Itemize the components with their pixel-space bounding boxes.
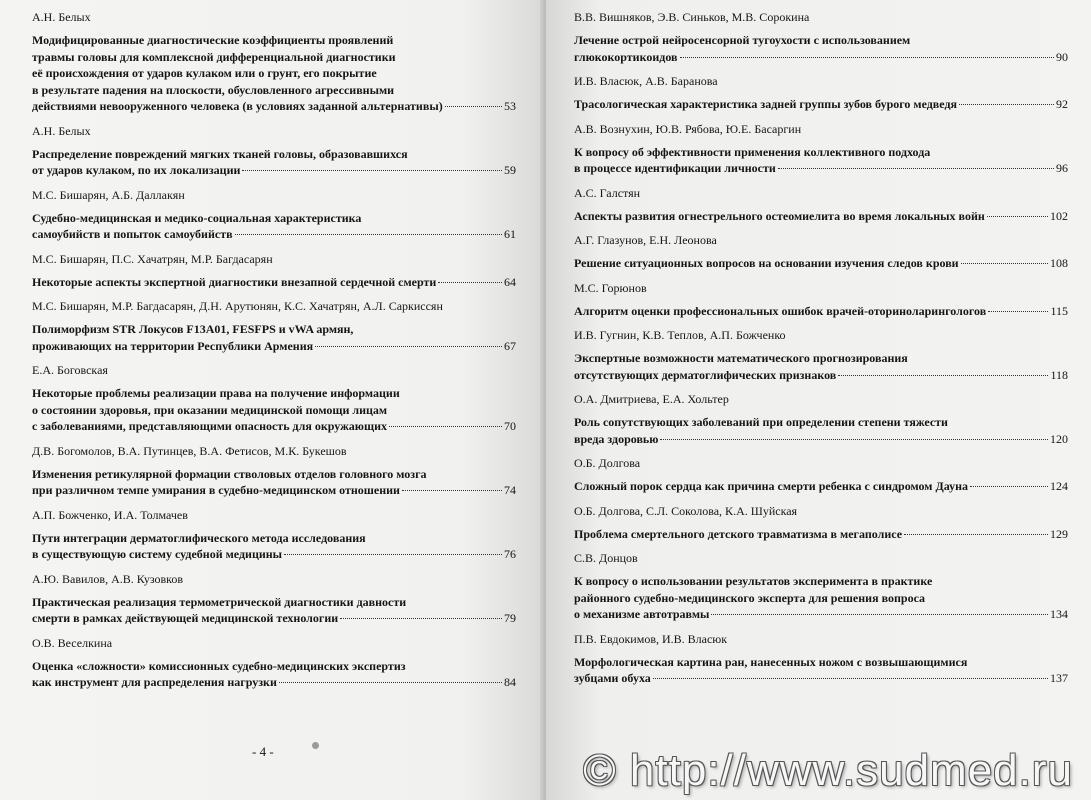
toc-title	[574, 303, 1068, 320]
toc-title-last-line	[32, 610, 516, 627]
toc-title-line: Лечение острой нейросенсорной тугоухости с использованием	[574, 33, 911, 47]
toc-authors: О.Б. Долгова, С.Л. Соколова, К.А. Шуйская	[574, 503, 798, 518]
toc-title-line: Аспекты развития огнестрельного остеомиелита во время локальных войн	[574, 208, 985, 223]
toc-title	[574, 478, 1068, 495]
toc-entry[interactable]	[574, 632, 1068, 687]
toc-page-number: 96	[1056, 161, 1068, 175]
toc-title-line: Решение ситуационных вопросов на основании изучения следов крови	[574, 256, 959, 270]
toc-title-line: в результате падения на плоскости, обусловленного агрессивными	[32, 82, 395, 97]
toc-page-number: 67	[504, 338, 516, 353]
toc-authors: П.В. Евдокимов, И.В. Власюк	[574, 631, 728, 646]
toc-title-line: самоубийств и попыток самоубийств	[32, 227, 233, 241]
toc-title-last-line	[574, 160, 1068, 177]
page-number: - 4 -	[252, 744, 274, 759]
toc-title-line: отсутствующих дерматоглифических признаков	[574, 367, 837, 382]
toc-page-number: 102	[1050, 208, 1068, 223]
toc-entry[interactable]	[574, 328, 1068, 383]
toc-title	[32, 385, 516, 435]
toc-title-line: Судебно-медицинская и медико-социальная характеристика	[32, 210, 362, 225]
dot-leader	[838, 375, 1048, 376]
right-toc	[574, 10, 1068, 696]
toc-entry[interactable]	[32, 444, 516, 499]
toc-entry[interactable]	[32, 10, 516, 115]
toc-authors: Е.А. Боговская	[32, 363, 108, 377]
toc-title-last-line	[574, 431, 1068, 448]
toc-entry[interactable]	[574, 551, 1068, 623]
toc-authors: А.Ю. Вавилов, А.В. Кузовков	[32, 571, 184, 586]
toc-title-last-line	[574, 49, 1068, 66]
toc-authors: Д.В. Богомолов, В.А. Путинцев, В.А. Фетисов, М.К. Букешов	[32, 443, 347, 458]
toc-authors: М.С. Бишарян, П.С. Хачатрян, М.Р. Багдасарян	[32, 251, 273, 266]
toc-title-last-line	[574, 96, 1068, 113]
toc-title-line: о механизме автотравмы	[574, 607, 710, 621]
toc-title-line: районного судебно-медицинского эксперта для решения вопроса	[574, 590, 926, 605]
toc-authors: О.Б. Долгова	[574, 456, 641, 470]
toc-authors: А.С. Галстян	[574, 185, 641, 200]
toc-entry[interactable]	[574, 504, 1068, 543]
toc-title-last-line	[574, 303, 1068, 320]
toc-authors: А.П. Божченко, И.А. Толмачев	[32, 507, 188, 522]
toc-title	[32, 210, 516, 243]
toc-entry[interactable]	[574, 392, 1068, 447]
toc-title-line: Модифицированные диагностические коэффициенты проявлений	[32, 33, 394, 47]
dot-leader	[402, 490, 502, 491]
site-watermark: © http://www.sudmed.ru	[583, 746, 1073, 795]
toc-page-number: 90	[1056, 49, 1068, 64]
toc-page-number: 134	[1050, 607, 1068, 621]
toc-title-line: Изменения ретикулярной формации стволовых отделов головного мозга	[32, 466, 427, 481]
dot-leader	[438, 282, 502, 283]
dot-leader	[389, 426, 502, 427]
toc-title	[32, 530, 516, 563]
toc-title-line: глюкокортикоидов	[574, 49, 678, 64]
toc-title-last-line	[574, 208, 1068, 225]
toc-entry[interactable]	[574, 10, 1068, 65]
dot-leader	[279, 682, 502, 683]
toc-title-line: в существующую систему судебной медицины	[32, 547, 283, 561]
toc-title-line: К вопросу об эффективности применения коллективного подхода	[574, 144, 931, 159]
dot-leader	[970, 486, 1048, 487]
left-page	[0, 0, 544, 800]
toc-title-line: К вопросу о использовании результатов эксперимента в практике	[574, 574, 933, 588]
toc-authors: И.В. Гугнин, К.В. Теплов, А.П. Божченко	[574, 328, 786, 342]
toc-title-last-line	[32, 226, 516, 243]
toc-authors: А.Н. Белых	[32, 10, 91, 24]
toc-entry[interactable]	[32, 572, 516, 627]
toc-entry[interactable]	[32, 188, 516, 243]
dot-leader	[235, 234, 502, 235]
dot-leader	[242, 170, 502, 171]
toc-page-number: 108	[1050, 256, 1068, 270]
dot-leader	[284, 554, 502, 555]
toc-title-line: Практическая реализация термометрической диагностики давности	[32, 594, 407, 609]
toc-authors: В.В. Вишняков, Э.В. Синьков, М.В. Сорокина	[574, 10, 810, 24]
toc-authors: О.В. Веселкина	[32, 635, 113, 650]
toc-title-line: от ударов кулаком, по их локализации	[32, 163, 241, 177]
toc-entry[interactable]	[32, 299, 516, 354]
toc-page-number: 137	[1050, 671, 1068, 685]
toc-entry[interactable]	[574, 456, 1068, 495]
toc-title	[574, 96, 1068, 113]
toc-title-line: смерти в рамках действующей медицинской технологии	[32, 611, 339, 625]
toc-page-number: 59	[504, 163, 516, 177]
toc-title-line: Полиморфизм STR Локусов F13A01, FESFPS и vWA армян,	[32, 322, 354, 336]
dot-leader	[315, 346, 502, 347]
toc-entry[interactable]	[574, 74, 1068, 113]
toc-title-line: проживающих на территории Республики Армения	[32, 338, 314, 353]
toc-page-number: 84	[504, 675, 516, 689]
toc-title	[574, 526, 1068, 543]
toc-entry[interactable]	[32, 124, 516, 179]
toc-page-number: 74	[504, 483, 516, 497]
toc-title-last-line	[32, 274, 516, 291]
toc-title	[574, 255, 1068, 272]
toc-title-last-line	[574, 606, 1068, 623]
toc-title-line: Распределение повреждений мягких тканей головы, образовавшихся	[32, 146, 408, 161]
toc-page-number: 118	[1050, 367, 1068, 382]
dot-leader	[653, 678, 1048, 679]
toc-page-number: 70	[504, 419, 516, 433]
toc-title-last-line	[32, 338, 516, 355]
toc-title-line: Некоторые проблемы реализации права на получение информации	[32, 386, 400, 400]
toc-title-line: вреда здоровью	[574, 431, 659, 446]
toc-page-number: 92	[1056, 97, 1068, 111]
dot-leader	[778, 168, 1054, 169]
toc-title-line: Экспертные возможности математического прогнозирования	[574, 351, 908, 365]
toc-entry[interactable]	[574, 281, 1068, 320]
toc-title-line: как инструмент для распределения нагрузки	[32, 675, 277, 689]
toc-title	[32, 32, 516, 115]
dot-leader	[904, 534, 1048, 535]
toc-title	[574, 654, 1068, 687]
toc-title-line: Оценка «сложности» комиссионных судебно-медицинских экспертиз	[32, 658, 406, 673]
toc-page-number: 129	[1050, 526, 1068, 541]
dot-leader	[961, 263, 1048, 264]
toc-authors: М.С. Бишарян, А.Б. Даллакян	[32, 187, 185, 202]
toc-authors: С.В. Донцов	[574, 551, 638, 565]
toc-title	[574, 573, 1068, 623]
toc-entry[interactable]	[574, 122, 1068, 177]
toc-title-last-line	[32, 674, 516, 691]
toc-page-number: 115	[1050, 303, 1068, 318]
dot-leader	[987, 216, 1048, 217]
toc-title-line: с заболеваниями, представляющими опасность для окружающих	[32, 419, 388, 433]
toc-title-last-line	[574, 478, 1068, 495]
toc-title	[32, 658, 516, 691]
decorative-dot	[312, 742, 319, 749]
dot-leader	[711, 614, 1048, 615]
toc-title	[32, 274, 516, 291]
toc-entry[interactable]	[32, 252, 516, 291]
toc-title	[32, 146, 516, 179]
toc-authors: М.С. Горюнов	[574, 280, 647, 295]
toc-title	[32, 321, 516, 354]
toc-entry[interactable]	[32, 508, 516, 563]
toc-title-line: о состоянии здоровья, при оказании медицинской помощи лицам	[32, 402, 388, 417]
toc-title-line: Трасологическая характеристика задней группы зубов бурого медведя	[574, 97, 958, 111]
dot-leader	[660, 439, 1048, 440]
toc-authors: М.С. Бишарян, М.Р. Багдасарян, Д.Н. Арутюнян, К.С. Хачатрян, А.Л. Саркиссян	[32, 299, 443, 313]
toc-title-line: при различном темпе умирания в судебно-медицинском отношении	[32, 483, 400, 497]
toc-authors: А.В. Вознухин, Ю.В. Рябова, Ю.Е. Басаргин	[574, 121, 802, 136]
toc-title-last-line	[574, 255, 1068, 272]
toc-page-number: 120	[1050, 431, 1068, 446]
toc-title-line: Пути интеграции дерматоглифического метода исследования	[32, 530, 366, 545]
dot-leader	[340, 618, 502, 619]
toc-title-last-line	[574, 670, 1068, 687]
toc-authors: О.А. Дмитриева, Е.А. Хольтер	[574, 392, 729, 406]
toc-title-last-line	[32, 98, 516, 115]
toc-title-line: действиями невооруженного человека (в условиях заданной альтернативы)	[32, 99, 443, 113]
toc-title-last-line	[32, 162, 516, 179]
toc-authors: И.В. Власюк, А.В. Баранова	[574, 74, 718, 88]
toc-page-number: 53	[504, 99, 516, 113]
toc-title-line: зубцами обуха	[574, 671, 651, 685]
dot-leader	[959, 104, 1054, 105]
toc-title-line: Роль сопутствующих заболеваний при определении степени тяжести	[574, 415, 948, 429]
toc-page-number: 61	[504, 227, 516, 241]
toc-title-line: Проблема смертельного детского травматизма в мегаполисе	[574, 526, 903, 541]
dot-leader	[445, 106, 502, 107]
toc-title-last-line	[574, 526, 1068, 543]
toc-authors: А.Г. Глазунов, Е.Н. Леонова	[574, 233, 717, 247]
toc-title-last-line	[574, 367, 1068, 384]
toc-title	[574, 144, 1068, 177]
toc-title-line: Некоторые аспекты экспертной диагностики внезапной сердечной смерти	[32, 274, 437, 289]
toc-title-line: её происхождения от ударов кулаком или о грунт, его покрытие	[32, 66, 377, 80]
toc-title	[32, 594, 516, 627]
right-page	[546, 0, 1091, 800]
toc-page-number: 79	[504, 611, 516, 625]
toc-page-number: 124	[1050, 479, 1068, 493]
toc-title-line: в процессе идентификации личности	[574, 161, 776, 175]
toc-page-number: 76	[504, 547, 516, 561]
toc-title-last-line	[32, 482, 516, 499]
toc-title-line: Морфологическая картина ран, нанесенных ножом с возвышающимися	[574, 654, 968, 669]
toc-entry[interactable]	[574, 233, 1068, 272]
toc-title	[32, 466, 516, 499]
dot-leader	[988, 311, 1048, 312]
toc-entry[interactable]	[574, 186, 1068, 225]
toc-entry[interactable]	[32, 636, 516, 691]
toc-title-line: травмы головы для комплексной дифференциальной диагностики	[32, 49, 396, 64]
toc-title	[574, 32, 1068, 65]
toc-title	[574, 208, 1068, 225]
toc-title-line: Алгоритм оценки профессиональных ошибок врачей-оториноларингологов	[574, 303, 987, 318]
toc-entry[interactable]	[32, 363, 516, 435]
toc-title-last-line	[32, 546, 516, 563]
toc-title-line: Сложный порок сердца как причина смерти ребенка с синдромом Дауна	[574, 479, 969, 493]
toc-authors: А.Н. Белых	[32, 123, 91, 138]
toc-title-last-line	[32, 418, 516, 435]
left-toc	[32, 10, 516, 700]
toc-page-number: 64	[504, 274, 516, 289]
toc-title	[574, 414, 1068, 447]
toc-title	[574, 350, 1068, 383]
dot-leader	[680, 57, 1055, 58]
